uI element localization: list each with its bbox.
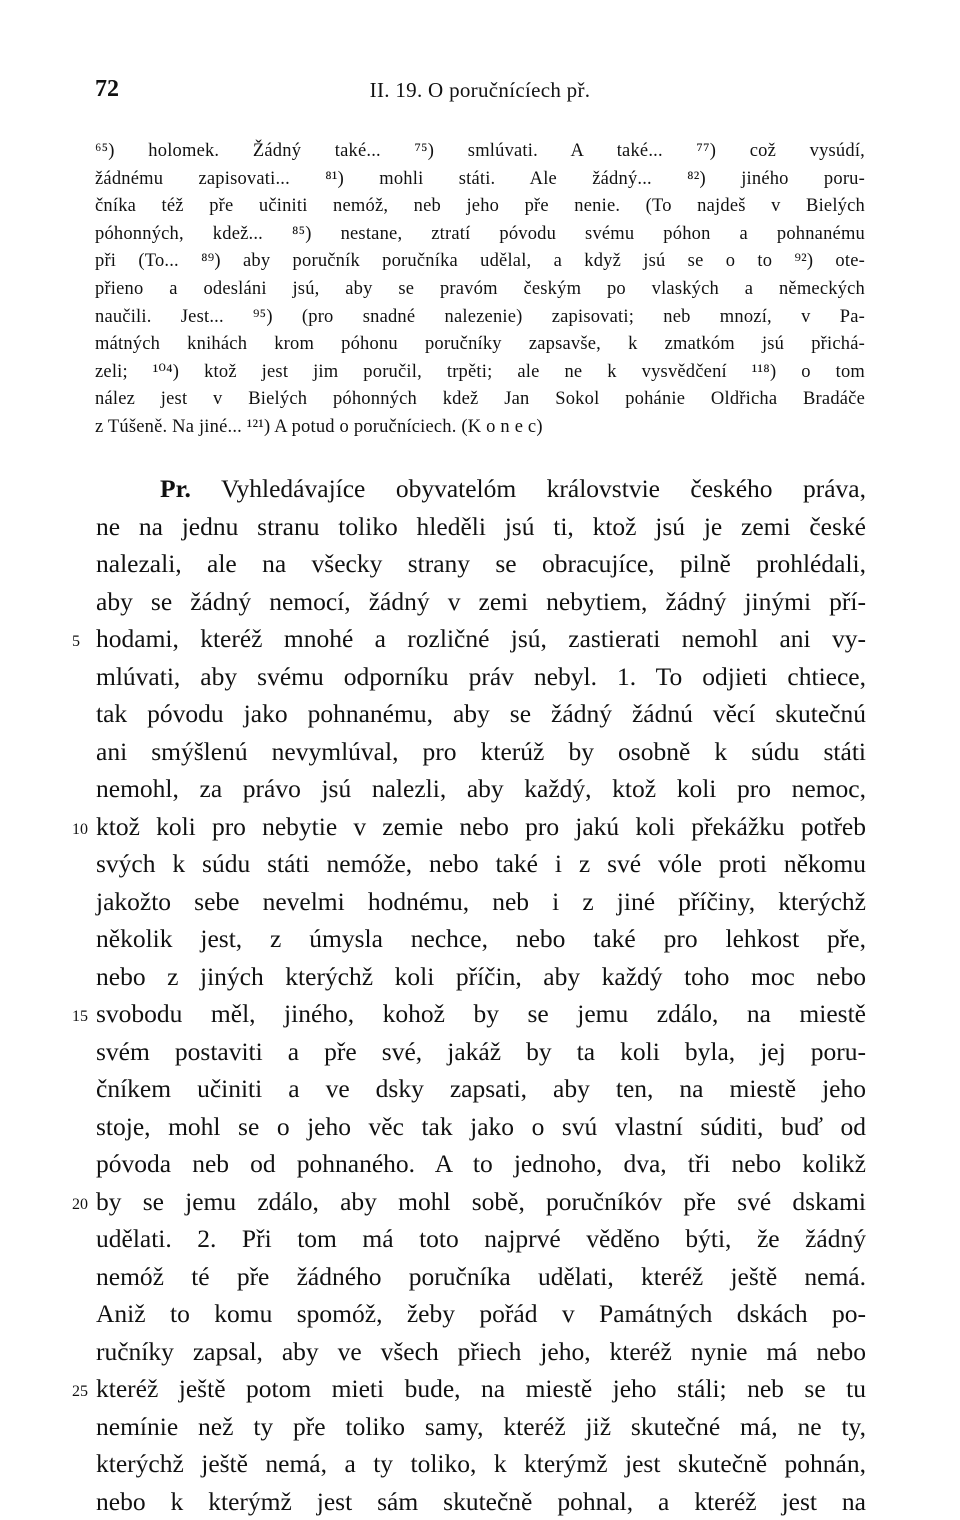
page-header xyxy=(95,76,865,106)
text-line xyxy=(96,1033,866,1071)
line-text: Aniž to komu spomóž, žeby pořád v Památných dskách po- xyxy=(96,1295,866,1333)
page-number: 72 xyxy=(95,76,119,103)
line-text: čníkem učiniti a ve dsky zapsati, aby ten, na miestě jeho xyxy=(96,1070,866,1108)
line-text: ktož koli pro nebytie v zemie nebo pro jakú koli překážku potřeb xyxy=(96,808,866,846)
line-number: 5 xyxy=(72,623,80,661)
text-line xyxy=(96,545,866,583)
line-text: jakožto sebe nevelmi hodnému, neb i z jiné příčiny, kterýchž xyxy=(96,883,866,921)
text-line xyxy=(96,920,866,958)
text-line xyxy=(96,733,866,771)
note-line: z Túšeně. Na jiné... ¹²¹) A potud o poručníciech. (K o n e c) xyxy=(95,414,865,442)
text-line xyxy=(96,1483,866,1520)
line-text: hodami, kteréž mnohé a rozličné jsú, zastierati nemohl ani vy- xyxy=(96,620,866,658)
text-line xyxy=(96,583,866,621)
line-number: 20 xyxy=(72,1186,88,1224)
footnotes-apparatus xyxy=(95,138,867,442)
line-text: svém postaviti a pře své, jakáž by ta koli byla, jej poru- xyxy=(96,1033,866,1071)
line-text: kterýchž ještě nemá, a ty toliko, k kterýmž jest skutečně pohnán, xyxy=(96,1445,866,1483)
text-line xyxy=(96,1333,866,1371)
text-line xyxy=(96,695,866,733)
note-line: čníka též pře učiniti nemóž, neb jeho pře nenie. (To najdeš v Bielých xyxy=(95,193,865,221)
text-line xyxy=(96,620,866,658)
line-text: aby se žádný nemocí, žádný v zemi nebytiem, žádný jinými pří- xyxy=(96,583,866,621)
line-text: ne na jednu stranu toliko hleděli jsú ti, ktož jsú je zemi české xyxy=(96,508,866,546)
line-text: stoje, mohl se o jeho věc tak jako o svú vlastní súditi, buď od xyxy=(96,1108,866,1146)
line-text: ručníky zapsal, aby ve všech přiech jeho, kteréž nynie má nebo xyxy=(96,1333,866,1371)
line-text: nemóž té pře žádného poručníka udělati, kteréž ještě nemá. xyxy=(96,1258,866,1296)
section-siglum: Pr. xyxy=(160,474,191,503)
text-line xyxy=(96,995,866,1033)
line-number: 25 xyxy=(72,1373,88,1411)
text-line xyxy=(96,1445,866,1483)
line-text: mlúvati, aby svému odporníku práv nebyl. 1. To odjieti chtiece, xyxy=(96,658,866,696)
text-line xyxy=(96,470,866,508)
line-text: udělati. 2. Při tom má toto najprvé věděno býti, že žádný xyxy=(96,1220,866,1258)
line-text: ani smýšlenú nevymlúval, pro kterúž by osobně k súdu státi xyxy=(96,733,866,771)
line-text: několik jest, z úmysla nechce, nebo také pro lehkost pře, xyxy=(96,920,866,958)
line-text: by se jemu zdálo, aby mohl sobě, poručníkóv pře své dskami xyxy=(96,1183,866,1221)
line-text: svých k súdu státi nemóže, nebo také i z své vóle proti někomu xyxy=(96,845,866,883)
text-line xyxy=(96,1220,866,1258)
note-line: mátných knihách krom póhonu poručníky zapsavše, k zmatkóm jsú přichá- xyxy=(95,331,865,359)
line-text: kteréž ještě potom mieti bude, na miestě jeho stáli; neb se tu xyxy=(96,1370,866,1408)
text-line xyxy=(96,1108,866,1146)
text-line xyxy=(96,1370,866,1408)
text-line xyxy=(96,658,866,696)
note-line: nález jest v Bielých póhonných kdež Jan Sokol pohánie Oldřicha Bradáče xyxy=(95,386,865,414)
text-line xyxy=(96,508,866,546)
line-number: 15 xyxy=(72,998,88,1036)
text-line xyxy=(96,770,866,808)
text-line xyxy=(96,1145,866,1183)
note-line: póhonných, kdež... ⁸⁵) nestane, ztratí póvodu svému póhon a pohnanému xyxy=(95,221,865,249)
note-line: žádnému zapisovati... ⁸¹) mohli státi. Ale žádný... ⁸²) jiného poru- xyxy=(95,166,865,194)
line-text: nebo z jiných kterýchž koli příčin, aby každý toho moc nebo xyxy=(96,958,866,996)
line-body: Vyhledávajíce obyvatelóm královstvie českého práva, xyxy=(221,474,866,503)
main-text xyxy=(96,470,866,1520)
text-line xyxy=(96,958,866,996)
text-line xyxy=(96,845,866,883)
line-number: 10 xyxy=(72,811,88,849)
note-line: při (To... ⁸⁹) aby poručník poručníka udělal, a když jsú se o to ⁹²) ote- xyxy=(95,248,865,276)
note-line: přieno a odesláni jsú, aby se pravóm českým po vlaských a německých xyxy=(95,276,865,304)
text-line xyxy=(96,1070,866,1108)
line-text: póvoda neb od pohnaného. A to jednoho, dva, tři nebo kolikž xyxy=(96,1145,866,1183)
note-line: zeli; ¹⁰⁴) ktož jest jim poručil, trpěti; ale ne k vysvědčení ¹¹⁸) o tom xyxy=(95,359,865,387)
line-text: nebo k kterýmž jest sám skutečně pohnal, a kteréž jest na xyxy=(96,1483,866,1520)
note-line: naučili. Jest... ⁹⁵) (pro snadné nalezenie) zapisovati; neb mnozí, v Pa- xyxy=(95,304,865,332)
running-head: II. 19. O poručnícíech př. xyxy=(95,78,865,103)
line-text: nemínie než ty pře toliko samy, kteréž již skutečné má, ne ty, xyxy=(96,1408,866,1446)
text-line xyxy=(96,1408,866,1446)
text-line xyxy=(96,1183,866,1221)
text-line xyxy=(96,808,866,846)
note-line: ⁶⁵) holomek. Žádný také... ⁷⁵) smlúvati. A také... ⁷⁷) což vysúdí, xyxy=(95,138,865,166)
text-line xyxy=(96,1258,866,1296)
line-text: nemohl, za právo jsú nalezli, aby každý, ktož koli pro nemoc, xyxy=(96,770,866,808)
line-text: svobodu měl, jiného, kohož by se jemu zdálo, na miestě xyxy=(96,995,866,1033)
line-text xyxy=(96,470,866,508)
line-text: tak póvodu jako pohnanému, aby se žádný žádnú věcí skutečnú xyxy=(96,695,866,733)
text-line xyxy=(96,1295,866,1333)
line-text: nalezali, ale na všecky strany se obracujíce, pilně prohlédali, xyxy=(96,545,866,583)
text-line xyxy=(96,883,866,921)
